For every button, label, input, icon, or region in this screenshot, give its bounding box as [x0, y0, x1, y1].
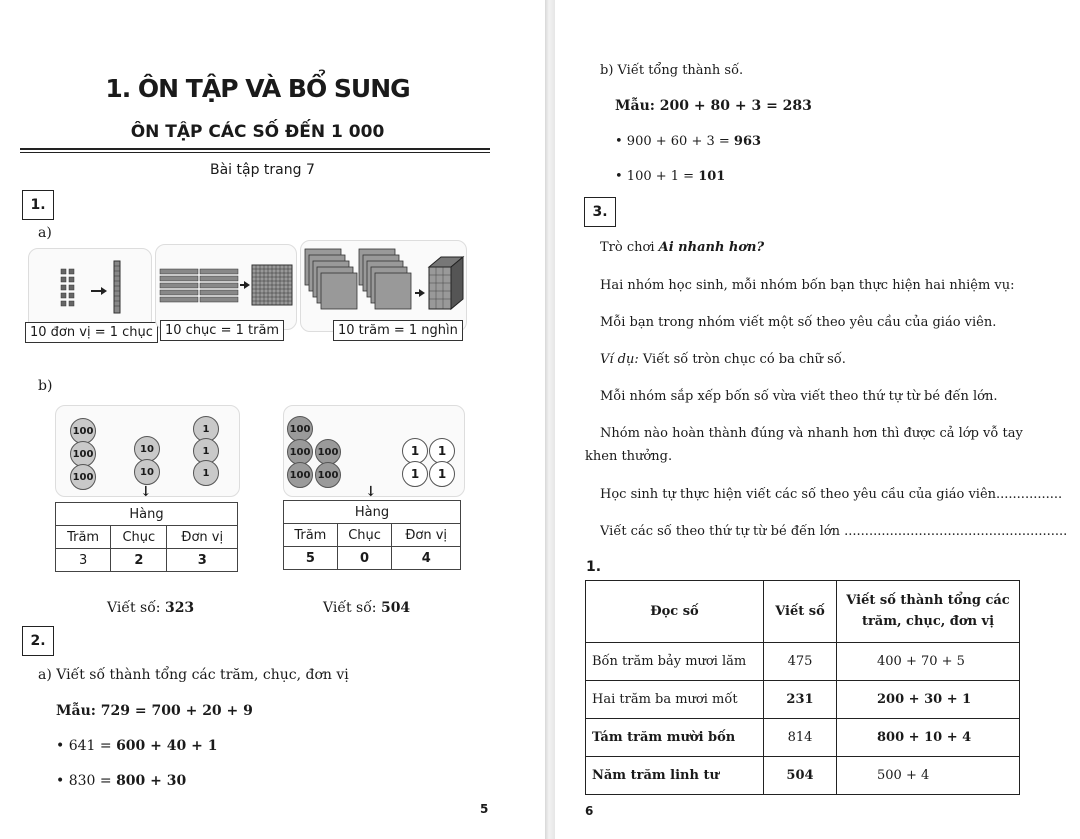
illustration-units-panel [28, 248, 152, 330]
place-value-table-323 [55, 502, 238, 572]
title-rule-thin [20, 152, 490, 153]
paragraph-3 [600, 352, 846, 367]
header-sum: Viết số thành tổng các trăm, chục, đơn vị [837, 581, 1020, 643]
coin-one: 1 [193, 438, 219, 464]
val-hundreds: 3 [56, 549, 111, 572]
cell-sum: 200 + 30 + 1 [837, 681, 1020, 719]
game-name: Ai nhanh hơn? [658, 240, 765, 255]
q2-item-1 [56, 738, 217, 754]
cell-read: Năm trăm linh tư [586, 757, 764, 795]
col-ones: Đơn vị [392, 524, 461, 547]
write-value: 323 [164, 600, 195, 616]
units-to-ten-icon [29, 249, 151, 329]
col-ones: Đơn vị [167, 526, 238, 549]
header-read: Đọc số [586, 581, 764, 643]
q1-part-a-label: a) [38, 225, 52, 241]
item-answer: 600 + 40 + 1 [116, 738, 218, 754]
table-section-label: 1. [586, 559, 602, 575]
q2-part-a-text: a) Viết số thành tổng các trăm, chục, đơn vị [38, 667, 349, 683]
paragraph-6: Học sinh tự thực hiện viết các số theo yêu cầu của giáo viên................ [600, 487, 1063, 502]
q1-part-b-label: b) [38, 378, 53, 394]
cell-write: 475 [764, 643, 837, 681]
cell-sum: 800 + 10 + 4 [837, 719, 1020, 757]
q2b-item-1 [615, 134, 761, 149]
paragraph-5a: Nhóm nào hoàn thành đúng và nhanh hơn thì được cả lớp vỗ tay [600, 426, 1023, 441]
coin-one: 1 [193, 460, 219, 486]
coin-one: 1 [429, 438, 455, 464]
q2-part-b-text: b) Viết tổng thành số. [600, 63, 744, 78]
arrow-down-icon: ↓ [365, 484, 377, 500]
number-reading-table [585, 580, 1020, 795]
right-page [555, 0, 1080, 839]
tens-to-hundred-icon [156, 245, 296, 329]
paragraph-2: Mỗi bạn trong nhóm viết một số theo yêu cầu của giáo viên. [600, 315, 997, 330]
coin-ten: 10 [134, 436, 160, 462]
item-expression: • 830 = [56, 773, 117, 789]
coin-hundred: 100 [287, 462, 313, 488]
header-write: Viết số [764, 581, 837, 643]
cell-read: Bốn trăm bảy mươi lăm [586, 643, 764, 681]
q2-sample: Mẫu: 729 = 700 + 20 + 9 [56, 703, 253, 719]
q2b-sample: Mẫu: 200 + 80 + 3 = 283 [615, 98, 812, 114]
item-expression: • 900 + 60 + 3 = [615, 134, 734, 149]
val-tens: 0 [337, 547, 392, 570]
hundreds-to-thousand-icon [301, 241, 466, 331]
item-expression: • 100 + 1 = [615, 169, 699, 184]
val-hundreds: 5 [284, 547, 338, 570]
coin-one: 1 [193, 416, 219, 442]
coin-one: 1 [429, 461, 455, 487]
coin-one: 1 [402, 438, 428, 464]
write-label: Viết số: [323, 600, 377, 616]
write-label: Viết số: [107, 600, 161, 616]
paragraph-1: Hai nhóm học sinh, mỗi nhóm bốn bạn thực hiện hai nhiệm vụ: [600, 278, 1015, 293]
table-row [586, 643, 1020, 681]
val-ones: 4 [392, 547, 461, 570]
table-header-hang: Hàng [56, 503, 238, 526]
cell-read: Hai trăm ba mươi mốt [586, 681, 764, 719]
table-row [586, 681, 1020, 719]
coin-hundred: 100 [315, 462, 341, 488]
paragraph-5b: khen thưởng. [585, 449, 673, 464]
game-prefix: Trò chơi [600, 240, 659, 255]
title-rule [20, 148, 490, 150]
paragraph-4: Mỗi nhóm sắp xếp bốn số vừa viết theo thứ tự từ bé đến lớn. [600, 389, 998, 404]
equality-units-tens: 10 đơn vị = 1 chục [25, 322, 158, 343]
cell-write: 231 [764, 681, 837, 719]
question-2-number: 2. [22, 626, 54, 656]
question-3-number: 3. [584, 197, 616, 227]
table-row [586, 719, 1020, 757]
coin-ten: 10 [134, 459, 160, 485]
item-answer: 800 + 30 [116, 773, 187, 789]
col-hundreds: Trăm [56, 526, 111, 549]
coin-hundred: 100 [70, 418, 96, 444]
question-1-number: 1. [22, 190, 54, 220]
example-text: Viết số tròn chục có ba chữ số. [638, 352, 846, 367]
paragraph-7: Viết các số theo thứ tự từ bé đến lớn ...................................................... [600, 524, 1068, 539]
arrow-down-icon: ↓ [140, 484, 152, 500]
coin-hundred: 100 [287, 416, 313, 442]
val-tens: 2 [111, 549, 167, 572]
book-gutter [545, 0, 555, 839]
val-ones: 3 [167, 549, 238, 572]
item-answer: 963 [733, 134, 762, 149]
table-row [586, 757, 1020, 795]
write-value: 504 [380, 600, 411, 616]
coin-hundred: 100 [70, 441, 96, 467]
equality-tens-hundreds: 10 chục = 1 trăm [160, 320, 284, 341]
place-value-table-504 [283, 500, 461, 570]
item-answer: 101 [698, 169, 726, 184]
write-number-323 [107, 600, 194, 616]
table-header-hang: Hàng [284, 501, 461, 524]
page-number-right: 6 [585, 804, 594, 818]
section-subtitle: ÔN TẬP CÁC SỐ ĐẾN 1 000 [130, 122, 385, 142]
coin-hundred: 100 [70, 464, 96, 490]
page-number-left: 5 [480, 802, 489, 816]
illustration-hundreds-panel [300, 240, 467, 332]
q2b-item-2 [615, 169, 725, 184]
cell-write: 504 [764, 757, 837, 795]
equality-hundreds-thousands: 10 trăm = 1 nghìn [333, 320, 463, 341]
game-intro [600, 240, 764, 255]
write-number-504 [323, 600, 410, 616]
coin-hundred: 100 [315, 439, 341, 465]
cell-sum: 500 + 4 [837, 757, 1020, 795]
cell-read: Tám trăm mười bốn [586, 719, 764, 757]
coin-hundred: 100 [287, 439, 313, 465]
example-label: Ví dụ: [600, 352, 639, 367]
illustration-tens-panel [155, 244, 297, 330]
col-hundreds: Trăm [284, 524, 338, 547]
item-expression: • 641 = [56, 738, 117, 754]
col-tens: Chục [111, 526, 167, 549]
col-tens: Chục [337, 524, 392, 547]
chapter-title: 1. ÔN TẬP VÀ BỔ SUNG [105, 74, 410, 103]
cell-write: 814 [764, 719, 837, 757]
q2-item-2 [56, 773, 186, 789]
coin-one: 1 [402, 461, 428, 487]
cell-sum: 400 + 70 + 5 [837, 643, 1020, 681]
exercise-reference: Bài tập trang 7 [210, 162, 315, 178]
